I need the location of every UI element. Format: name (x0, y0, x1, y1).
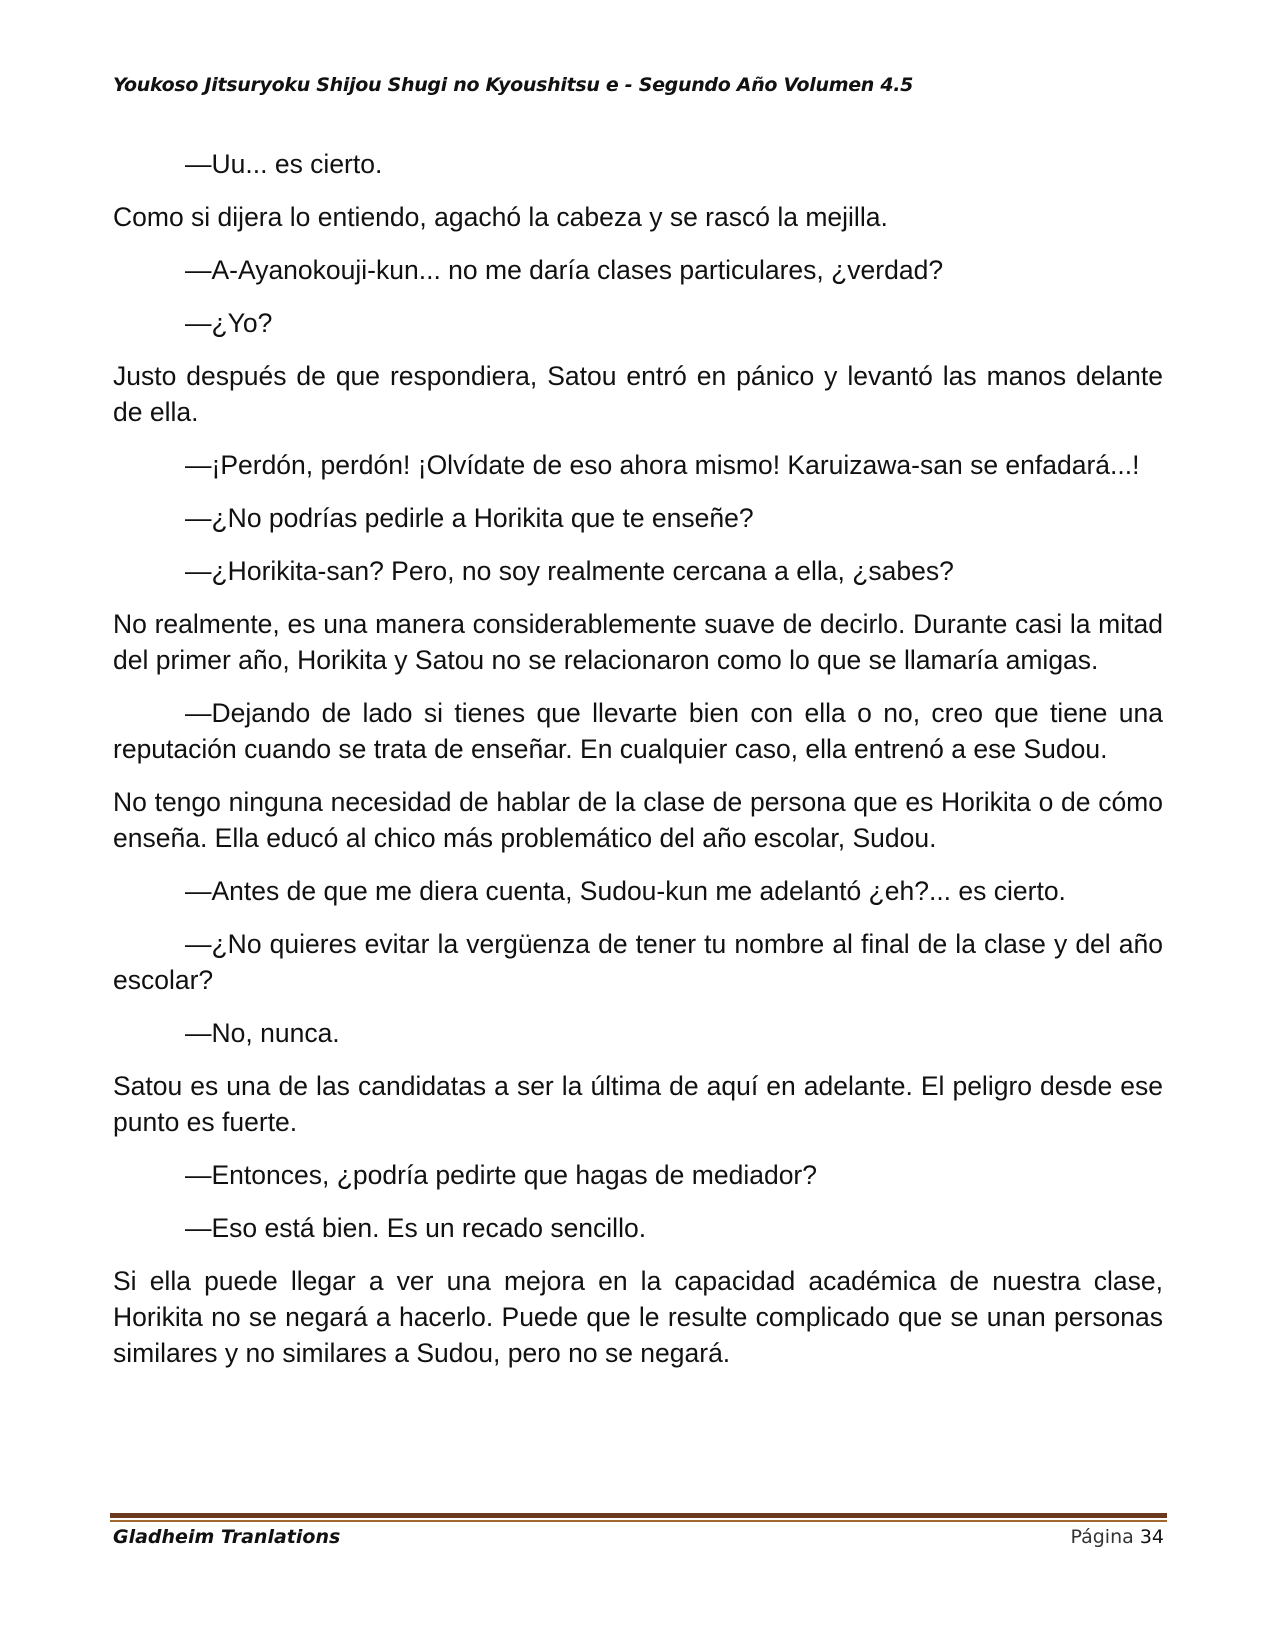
paragraph: —¿Yo? (185, 308, 273, 338)
paragraph: —A-Ayanokouji-kun... no me daría clases particulares, ¿verdad? (185, 255, 944, 285)
paragraph: —Dejando de lado si tienes que llevarte bien con ella o no, creo que tiene una reputación cuando se trata de enseñar. En cualquier caso, ella entrenó a ese Sudou. (113, 698, 1163, 764)
paragraph: —Uu... es cierto. (185, 149, 383, 179)
paragraph: Como si dijera lo entiendo, agachó la cabeza y se rascó la mejilla. (113, 202, 888, 232)
body-text (113, 146, 1163, 1388)
paragraph: No tengo ninguna necesidad de hablar de la clase de persona que es Horikita o de cómo enseña. Ella educó al chico más problemático del año escolar, Sudou. (113, 787, 1163, 853)
footer-divider (110, 1513, 1167, 1522)
footer-divider-thick (110, 1513, 1167, 1518)
page-number-value: 34 (1139, 1526, 1164, 1548)
paragraph: —¡Perdón, perdón! ¡Olvídate de eso ahora mismo! Karuizawa-san se enfadará...! (185, 450, 1140, 480)
paragraph: —Antes de que me diera cuenta, Sudou-kun me adelantó ¿eh?... es cierto. (185, 876, 1066, 906)
paragraph: —¿No quieres evitar la vergüenza de tener tu nombre al final de la clase y del año escolar? (113, 929, 1163, 995)
footer-credit: Gladheim Tranlations (113, 1526, 341, 1548)
page-label: Página (1070, 1526, 1134, 1548)
paragraph: Si ella puede llegar a ver una mejora en la capacidad académica de nuestra clase, Horikita no se negará a hacerlo. Puede que le resulte complicado que se unan personas similares y no similares a Sudou, pero no se negará. (113, 1266, 1163, 1368)
page-number (1070, 1526, 1164, 1548)
footer-divider-thin (110, 1520, 1167, 1522)
paragraph: Justo después de que respondiera, Satou entró en pánico y levantó las manos delante de ella. (113, 361, 1163, 427)
paragraph: —¿Horikita-san? Pero, no soy realmente cercana a ella, ¿sabes? (185, 556, 954, 586)
paragraph: No realmente, es una manera considerablemente suave de decirlo. Durante casi la mitad del primer año, Horikita y Satou no se relacionaron como lo que se llamaría amigas. (113, 609, 1163, 675)
paragraph: —¿No podrías pedirle a Horikita que te enseñe? (185, 503, 754, 533)
paragraph: —No, nunca. (185, 1018, 340, 1048)
paragraph: Satou es una de las candidatas a ser la última de aquí en adelante. El peligro desde ese punto es fuerte. (113, 1071, 1163, 1137)
paragraph: —Entonces, ¿podría pedirte que hagas de mediador? (185, 1160, 817, 1190)
header-title: Youkoso Jitsuryoku Shijou Shugi no Kyoushitsu e - Segundo Año Volumen 4.5 (113, 74, 914, 96)
paragraph: —Eso está bien. Es un recado sencillo. (185, 1213, 647, 1243)
